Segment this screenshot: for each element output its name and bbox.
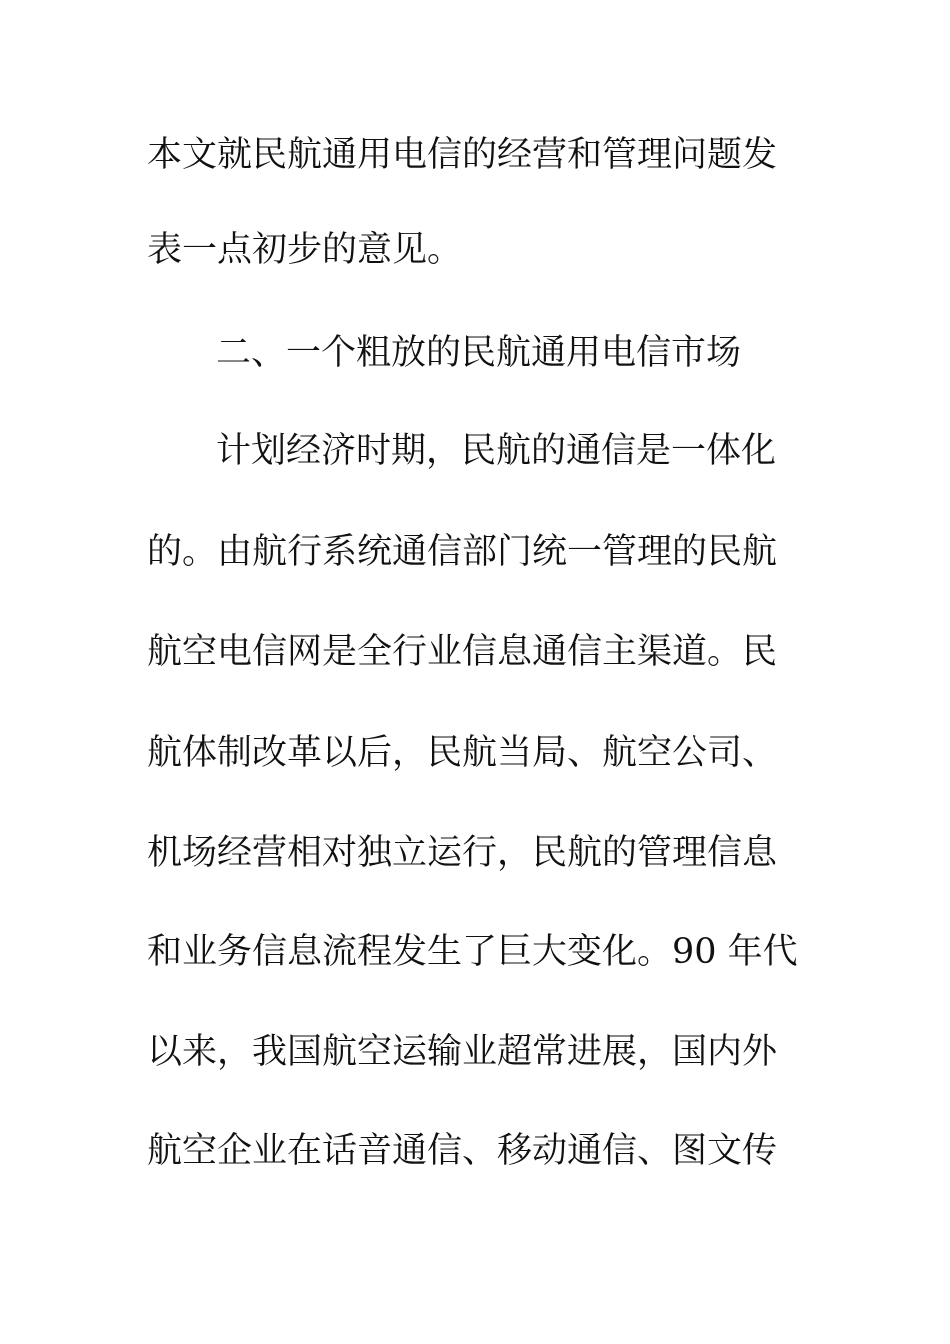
text-line-7: 航体制改革以后，民航当局、航空公司、 [147,733,778,773]
section-heading: 二、一个粗放的民航通用电信市场 [216,333,742,373]
text-line-5: 的。由航行系统通信部门统一管理的民航 [147,532,778,572]
paragraph-first-line: 计划经济时期，民航的通信是一体化 [216,431,777,471]
text-line-8: 机场经营相对独立运行，民航的管理信息 [147,833,778,873]
text-line-2: 表一点初步的意见。 [147,230,463,270]
text-line-6: 航空电信网是全行业信息通信主渠道。民 [147,632,778,672]
text-line-11: 航空企业在话音通信、移动通信、图文传 [147,1131,778,1171]
text-line-10: 以来，我国航空运输业超常进展，国内外 [147,1032,778,1072]
text-line-9: 和业务信息流程发生了巨大变化。90 年代 [147,932,798,972]
text-line-1: 本文就民航通用电信的经营和管理问题发 [147,135,778,175]
